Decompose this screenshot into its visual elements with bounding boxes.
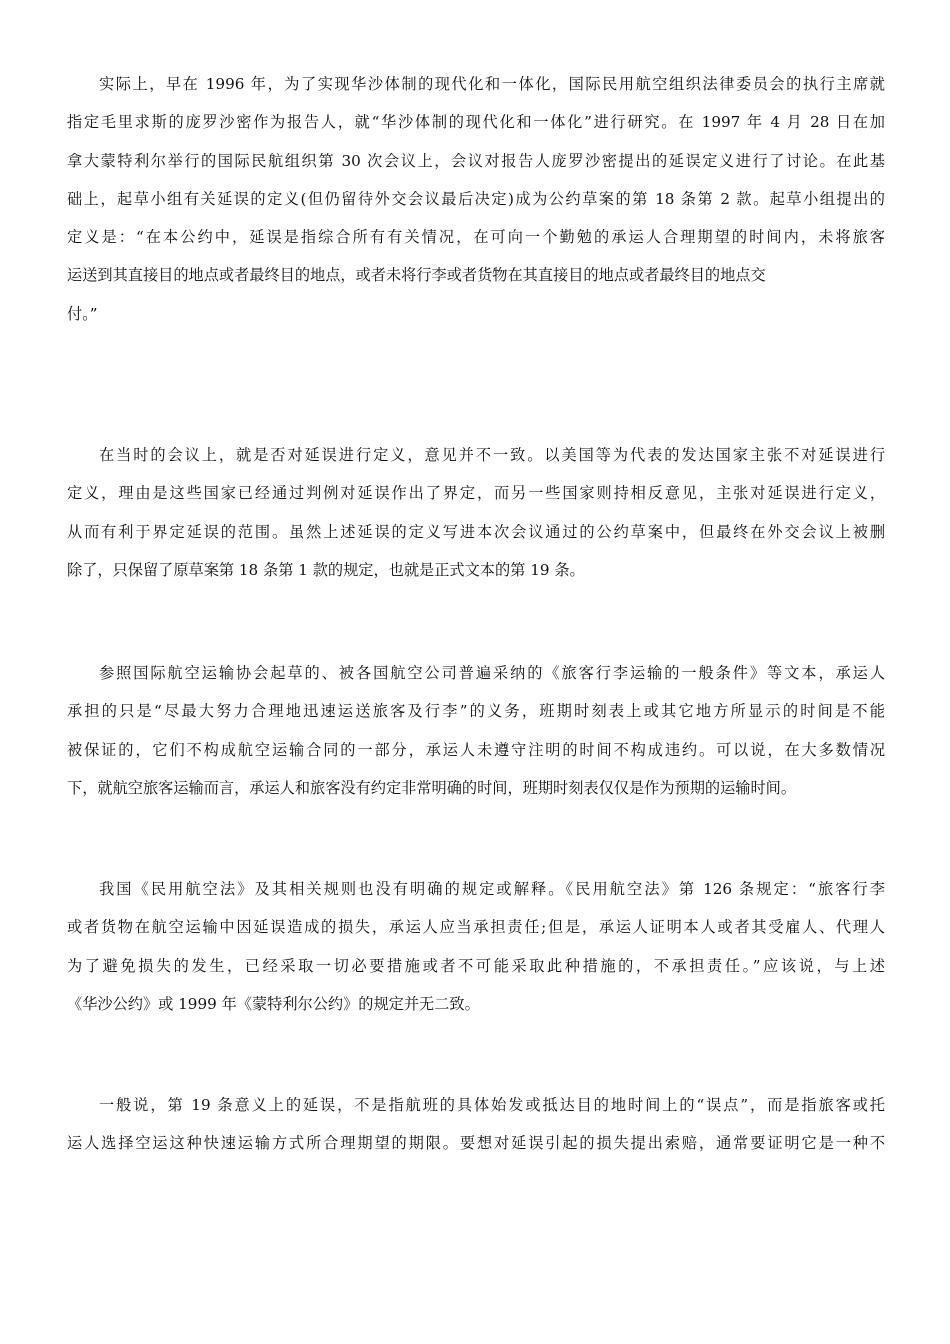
paragraph-4 [67, 870, 885, 1023]
paragraph-line: 《华沙公约》或 1999 年《蒙特利尔公约》的规定并无二致。 [67, 994, 480, 1013]
paragraph-5 [67, 1086, 885, 1163]
paragraph-line: 付。” [67, 304, 98, 323]
paragraph-line: 拿大蒙特利尔举行的国际民航组织第 30 次会议上，会议对报告人庞罗沙密提出的延误定义进行了讨论。在此基 [67, 151, 885, 170]
paragraph-line: 除了，只保留了原草案第 18 条第 1 款的规定，也就是正式文本的第 19 条。 [67, 560, 585, 579]
paragraph-line: 或者货物在航空运输中因延误造成的损失，承运人应当承担责任;但是，承运人证明本人或者其受雇人、代理人 [67, 918, 885, 937]
paragraph-line: 参照国际航空运输协会起草的、被各国航空公司普遍采纳的《旅客行李运输的一般条件》等文本，承运人 [99, 664, 885, 682]
paragraph-line: 承担的只是“尽最大努力合理地迅速运送旅客及行李”的义务，班期时刻表上或其它地方所显示的时间是不能 [67, 702, 885, 721]
paragraph-line: 指定毛里求斯的庞罗沙密作为报告人，就“华沙体制的现代化和一体化”进行研究。在 1997 年 4 月 28 日在加 [67, 113, 885, 132]
paragraph-line: 在当时的会议上，就是否对延误进行定义，意见并不一致。以美国等为代表的发达国家主张不对延误进行 [99, 446, 885, 464]
paragraph-line: 运送到其直接目的地点或者最终目的地点，或者未将行李或者货物在其直接目的地点或者最终目的地点交 [67, 266, 766, 285]
paragraph-line: 下，就航空旅客运输而言，承运人和旅客没有约定非常明确的时间，班期时刻表仅仅是作为预期的运输时间。 [67, 778, 796, 797]
paragraph-1 [67, 65, 885, 333]
paragraph-line: 被保证的，它们不构成航空运输合同的一部分，承运人未遵守注明的时间不构成违约。可以说，在大多数情况 [67, 740, 885, 759]
paragraph-line: 础上，起草小组有关延误的定义(但仍留待外交会议最后决定)成为公约草案的第 18 条第 2 款。起草小组提出的 [67, 189, 885, 208]
paragraph-line: 定义，理由是这些国家已经通过判例对延误作出了界定，而另一些国家则持相反意见，主张对延误进行定义， [67, 484, 885, 503]
paragraph-2 [67, 436, 885, 589]
paragraph-line: 我国《民用航空法》及其相关规则也没有明确的规定或解释。《民用航空法》第 126 条规定：“旅客行李 [99, 880, 885, 898]
paragraph-line: 定义是：“在本公约中，延误是指综合所有有关情况，在可向一个勤勉的承运人合理期望的时间内，未将旅客 [67, 228, 885, 247]
paragraph-line: 从而有利于界定延误的范围。虽然上述延误的定义写进本次会议通过的公约草案中，但最终在外交会议上被删 [67, 522, 885, 541]
paragraph-line: 实际上，早在 1996 年，为了实现华沙体制的现代化和一体化，国际民用航空组织法律委员会的执行主席就 [99, 75, 885, 93]
paragraph-line: 一般说，第 19 条意义上的延误，不是指航班的具体始发或抵达目的地时间上的“误点”，而是指旅客或托 [99, 1096, 885, 1114]
paragraph-line: 运人选择空运这种快速运输方式所合理期望的期限。要想对延误引起的损失提出索赔，通常要证明它是一种不 [67, 1134, 885, 1153]
paragraph-3 [67, 654, 885, 807]
paragraph-line: 为了避免损失的发生，已经采取一切必要措施或者不可能采取此种措施的，不承担责任。”应该说，与上述 [67, 956, 885, 975]
